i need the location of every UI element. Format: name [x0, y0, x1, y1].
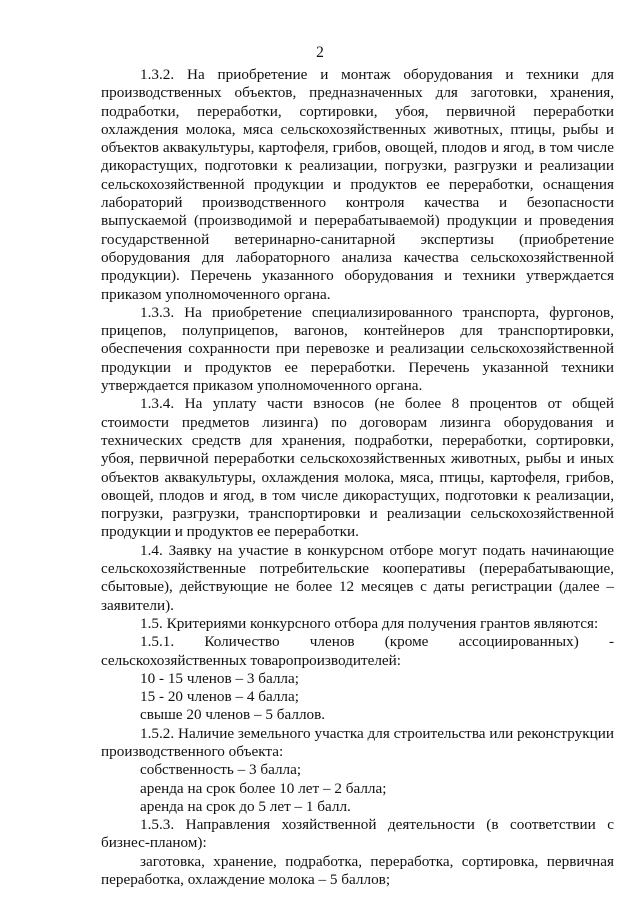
criterion-land-lease-over-10: аренда на срок более 10 лет – 2 балла; — [140, 779, 387, 797]
paragraph-1-5-2: 1.5.2. Наличие земельного участка для строительства или реконструкции производственного объекта: — [101, 724, 614, 760]
paragraph-1-3-4: 1.3.4. На уплату части взносов (не более 8 процентов от общей стоимости предметов лизинга) по договорам лизинга оборудования и технических средств для хранения, подработки, переработки, сортировки, убоя, первичной переработки сельскохозяйственных животных, рыбы и иных объектов аквакультуры, охлаждения молока, мяса, птицы, картофеля, грибов, овощей, плодов и ягод, в том числе дикорастущих, подготовки к реализации, погрузки, разгрузки, транспортировки и реализации сельскохозяйственной продукции и продуктов ее переработки. — [101, 395, 614, 541]
paragraph-1-5-1: 1.5.1. Количество членов (кроме ассоциированных) - сельскохозяйственных товаропроизводителей: — [101, 633, 614, 669]
criterion-land-ownership: собственность – 3 балла; — [140, 761, 302, 779]
page-number: 2 — [316, 44, 324, 61]
paragraph-1-4: 1.4. Заявку на участие в конкурсном отборе могут подать начинающие сельскохозяйственные потребительские кооперативы (перерабатывающие, сбытовые), действующие не более 12 месяцев с даты регистрации (далее – заявители). — [101, 541, 614, 614]
criterion-land-lease-under-5: аренда на срок до 5 лет – 1 балл. — [140, 797, 351, 815]
criterion-members-over-20: свыше 20 членов – 5 баллов. — [140, 706, 326, 724]
paragraph-1-5-3: 1.5.3. Направления хозяйственной деятельности (в соответствии с бизнес-планом): — [101, 816, 614, 852]
document-body — [101, 66, 614, 889]
criterion-activity-processing: заготовка, хранение, подработка, переработка, сортировка, первичная переработка, охлаждение молока – 5 баллов; — [101, 852, 614, 889]
paragraph-1-5: 1.5. Критериями конкурсного отбора для получения грантов являются: — [140, 614, 599, 632]
paragraph-1-3-2: 1.3.2. На приобретение и монтаж оборудования и техники для производственных объектов, предназначенных для заготовки, хранения, подработки, переработки, сортировки, убоя, первичной переработки охлаждения молока, мяса сельскохозяйственных животных, птицы, рыбы и объектов аквакультуры, картофеля, грибов, овощей, плодов и ягод, в том числе дикорастущих, подготовки к реализации, погрузки, разгрузки и реализации сельскохозяйственной продукции и продуктов ее переработки, оснащения лабораторий производственного контроля качества и безопасности выпускаемой (производимой и перерабатываемой) продукции и проведения государственной ветеринарно-санитарной экспертизы (приобретение оборудования для лабораторного анализа качества сельскохозяйственной продукции). Перечень указанного оборудования и техники утверждается приказом уполномоченного органа. — [101, 66, 614, 303]
criterion-members-10-15: 10 - 15 членов – 3 балла; — [140, 669, 299, 687]
criterion-members-15-20: 15 - 20 членов – 4 балла; — [140, 688, 299, 706]
paragraph-1-3-3: 1.3.3. На приобретение специализированного транспорта, фургонов, прицепов, полуприцепов, вагонов, контейнеров для транспортировки, обеспечения сохранности при перевозке и реализации сельскохозяйственной продукции и продуктов ее переработки. Перечень указанной техники утверждается приказом уполномоченного органа. — [101, 303, 614, 395]
